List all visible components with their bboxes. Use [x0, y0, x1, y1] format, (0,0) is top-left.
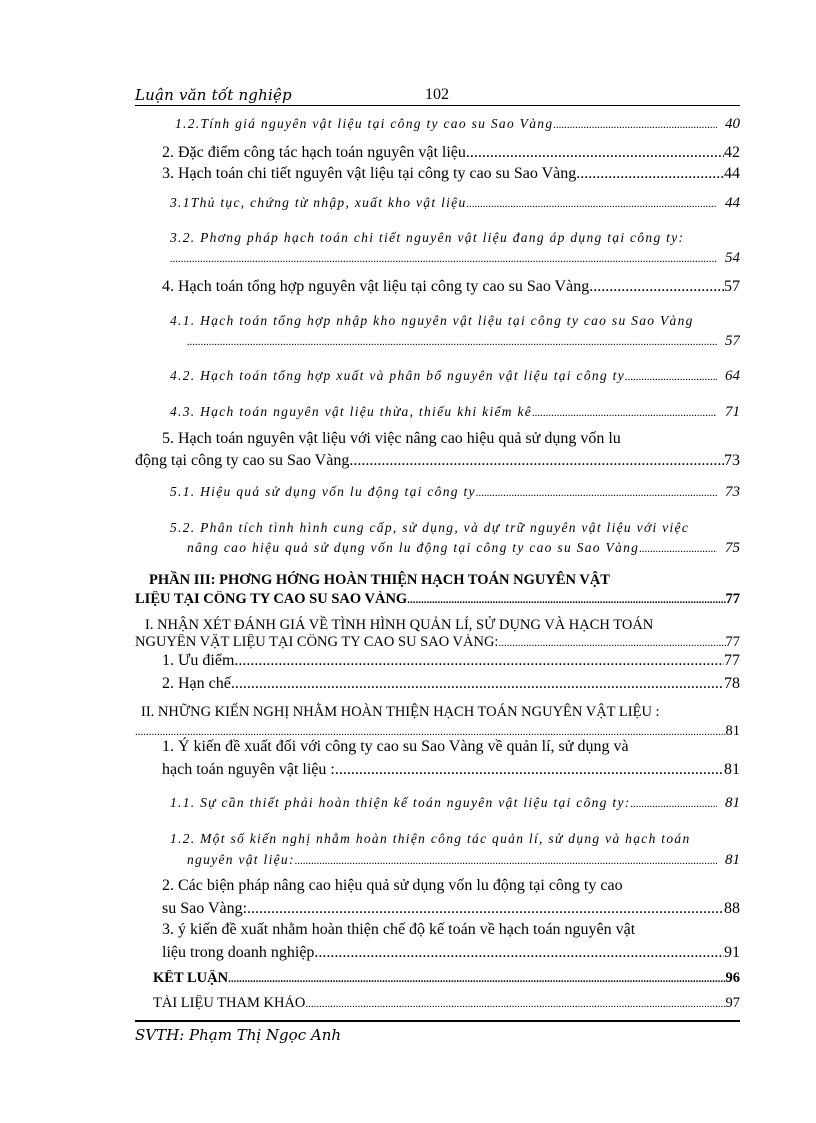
toc-entry-continuation: liệu trong doanh nghiệp ..... 91 — [135, 944, 740, 962]
toc-entry-continuation: su Sao Vàng: ..... 88 — [135, 900, 740, 918]
toc-conclusion: KẾT LUẬN ..... 96 — [135, 970, 740, 987]
toc-entry-continuation: ..... 57 — [135, 333, 740, 350]
toc-entry: 1.1. Sự cần thiết phải hoàn thiện kế toán nguyên vật liệu tại công ty: ..... 81 — [135, 795, 740, 812]
toc-entry: 1. Ý kiến đề xuất đối với công ty cao su Sao Vàng về quản lí, sử dụng và — [162, 738, 629, 755]
header-page-number: 102 — [425, 86, 449, 103]
toc-entry-continuation: LIỆU TẠI CÔNG TY CAO SU SAO VÀNG ..... 77 — [135, 591, 740, 608]
toc-entry: 1. Ưu điểm ..... 77 — [135, 652, 740, 670]
toc-entry-continuation: NGUYÊN VẬT LIỆU TẠI CÔNG TY CAO SU SAO VÀNG: ..... 77 — [135, 634, 740, 651]
toc-entry: 5. Hạch toán nguyên vật liệu với việc nâng cao hiệu quả sử dụng vốn lu — [162, 430, 621, 447]
toc-entry-continuation: hạch toán nguyên vật liệu : ..... 81 — [135, 761, 740, 779]
toc-entry: 1.2. Một số kiến nghị nhằm hoàn thiện công tác quản lí, sử dụng và hạch toán — [170, 831, 691, 846]
toc-entry-continuation: nguyên vật liệu: ..... 81 — [135, 852, 740, 869]
toc-entry: 4.1. Hạch toán tổng hợp nhập kho nguyên vật liệu tại công ty cao su Sao Vàng — [170, 313, 694, 328]
toc-chapter-heading: I. NHẬN XÉT ĐÁNH GIÁ VỀ TÌNH HÌNH QUẢN LÍ, SỬ DỤNG VÀ HẠCH TOÁN — [145, 617, 654, 633]
toc-entry: 3.1Thủ tục, chứng từ nhập, xuất kho vật liệu ..... 44 — [135, 195, 740, 212]
toc-entry-continuation: động tại công ty cao su Sao Vàng ..... 73 — [135, 452, 740, 470]
toc-entry: 2. Đặc điểm công tác hạch toán nguyên vật liệu ..... 42 — [135, 144, 740, 162]
toc-chapter-heading: II. NHỮNG KIẾN NGHỊ NHẰM HOÀN THIỆN HẠCH TOÁN NGUYÊN VẬT LIỆU : — [141, 704, 660, 720]
toc-entry: 3.2. Phơng pháp hạch toán chi tiết nguyên vật liệu đang áp dụng tại công ty: — [170, 230, 685, 245]
toc-entry: 3. ý kiến đề xuất nhằm hoàn thiện chế độ kế toán về hạch toán nguyên vật — [162, 921, 636, 938]
toc-entry: 3. Hạch toán chi tiết nguyên vật liệu tại công ty cao su Sao Vàng ..... 44 — [135, 165, 740, 183]
toc-entry: 1.2.Tính giá nguyên vật liệu tại công ty cao su Sao Vàng ..... 40 — [135, 116, 740, 133]
toc-entry: 4. Hạch toán tổng hợp nguyên vật liệu tại công ty cao su Sao Vàng ..... 57 — [135, 278, 740, 296]
header-rule — [135, 105, 740, 106]
header-title: Luận văn tốt nghiệp — [135, 86, 292, 104]
toc-entry: 2. Hạn chế ..... 78 — [135, 675, 740, 693]
toc-entry-continuation: ..... 81 — [135, 723, 740, 740]
footer-rule — [135, 1020, 740, 1022]
toc-entry: 4.3. Hạch toán nguyên vật liệu thừa, thiếu khi kiểm kê ..... 71 — [135, 404, 740, 421]
toc-entry-continuation: ..... 54 — [135, 250, 740, 267]
toc-references: TÀI LIỆU THAM KHẢO ..... 97 — [135, 995, 740, 1012]
toc-entry: 4.2. Hạch toán tổng hợp xuất và phân bổ nguyên vật liệu tại công ty ..... 64 — [135, 368, 740, 385]
toc-entry-continuation: nâng cao hiệu quả sử dụng vốn lu động tại công ty cao su Sao Vàng ..... 75 — [135, 540, 740, 557]
page-header — [135, 86, 739, 106]
toc-entry: 2. Các biện pháp nâng cao hiệu quả sử dụng vốn lu động tại công ty cao — [162, 877, 623, 894]
toc-entry: 5.1. Hiệu quả sử dụng vốn lu động tại công ty ..... 73 — [135, 484, 740, 501]
toc-part-heading: PHẦN III: PHƠNG HỚNG HOÀN THIỆN HẠCH TOÁN NGUYÊN VẬT — [149, 572, 610, 588]
toc-entry: 5.2. Phân tích tình hình cung cấp, sử dụng, và dự trữ nguyên vật liệu với việc — [170, 520, 690, 535]
footer-author: SVTH: Phạm Thị Ngọc Anh — [135, 1026, 342, 1044]
